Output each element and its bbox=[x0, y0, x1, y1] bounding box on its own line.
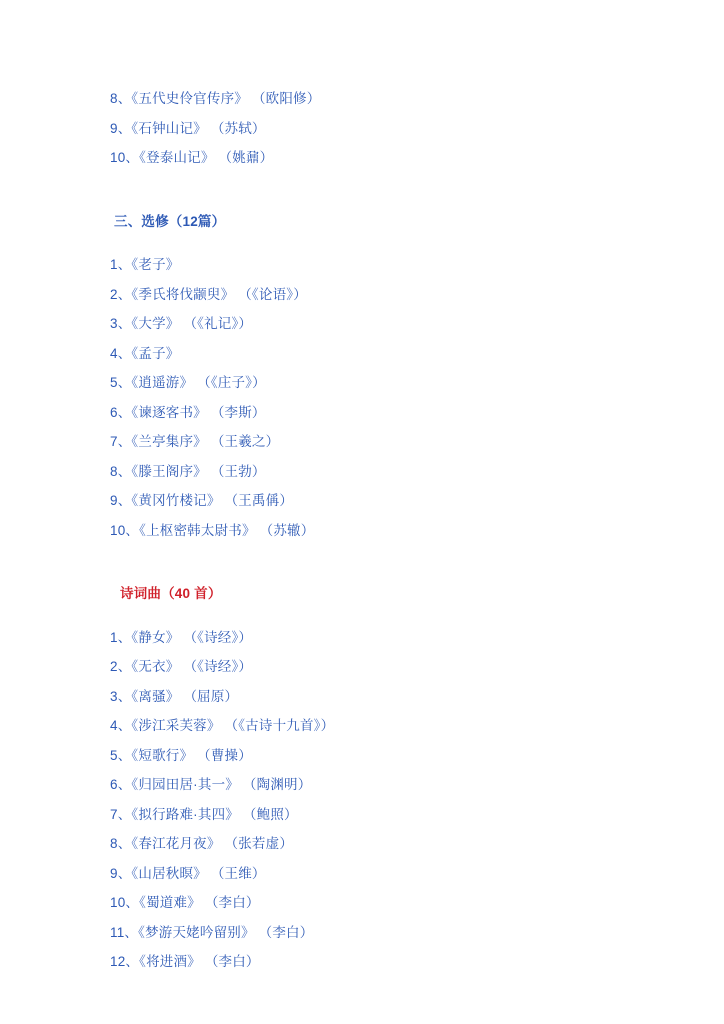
list-item-author: （王羲之） bbox=[210, 434, 280, 449]
list-item-number: 7、 bbox=[110, 434, 132, 449]
list-item-number: 10、 bbox=[110, 150, 140, 165]
list-item bbox=[110, 947, 664, 977]
list-item bbox=[110, 457, 664, 487]
list-item bbox=[110, 486, 664, 516]
list-item bbox=[110, 829, 664, 859]
list-item-number: 9、 bbox=[110, 865, 132, 881]
list-item bbox=[110, 918, 664, 948]
list-item bbox=[110, 280, 664, 310]
list-item-title: 《蜀道难》 bbox=[139, 895, 201, 910]
list-item bbox=[110, 516, 664, 546]
list-item-title: 《兰亭集序》 bbox=[131, 434, 207, 449]
list-item bbox=[110, 84, 664, 114]
list-item bbox=[110, 800, 664, 830]
list-item bbox=[110, 143, 664, 173]
list-item-author: （苏辙） bbox=[259, 522, 315, 538]
list-item-number: 9、 bbox=[110, 493, 132, 508]
list-item-title: 《五代史伶官传序》 bbox=[131, 91, 248, 106]
list-item-number: 3、 bbox=[110, 688, 132, 704]
section-heading-three: 三、选修（12篇） bbox=[114, 213, 226, 229]
list-item-number: 4、 bbox=[110, 345, 132, 361]
list-item-author: （鲍照） bbox=[242, 806, 298, 822]
list-item-author: （《礼记》） bbox=[183, 316, 253, 331]
list-item bbox=[110, 652, 664, 682]
list-item-number: 6、 bbox=[110, 777, 132, 792]
list-item-title: 《归园田居·其一》 bbox=[131, 777, 239, 792]
list-item bbox=[110, 339, 664, 369]
spacer bbox=[110, 609, 664, 623]
list-item bbox=[110, 770, 664, 800]
list-item-number: 10、 bbox=[110, 522, 140, 538]
list-item-author: （曹操） bbox=[197, 747, 252, 763]
list-item-author: （陶渊明） bbox=[242, 777, 312, 792]
list-item-title: 《孟子》 bbox=[131, 345, 180, 361]
list-item-author: （《诗经》） bbox=[183, 629, 253, 645]
list-item-author: （《诗经》） bbox=[183, 659, 253, 674]
list-item-number: 2、 bbox=[110, 286, 132, 302]
spacer bbox=[110, 545, 664, 579]
list-item bbox=[110, 888, 664, 918]
list-item-number: 9、 bbox=[110, 120, 132, 136]
list-item-number: 7、 bbox=[110, 806, 132, 822]
list-item-number: 8、 bbox=[110, 463, 132, 479]
list-item-author: （王勃） bbox=[210, 463, 266, 479]
list-item-number: 5、 bbox=[110, 747, 132, 763]
list-item bbox=[110, 368, 664, 398]
list-item-author: （苏轼） bbox=[210, 120, 266, 136]
list-item-author: （姚鼐） bbox=[218, 150, 274, 165]
list-item-number: 10、 bbox=[110, 895, 140, 910]
list-item-author: （欧阳修） bbox=[251, 91, 321, 106]
list-item-title: 《无衣》 bbox=[131, 659, 180, 674]
list-item-number: 3、 bbox=[110, 316, 132, 331]
list-item-number: 6、 bbox=[110, 404, 132, 420]
list-item-number: 8、 bbox=[110, 91, 132, 106]
list-item bbox=[110, 309, 664, 339]
spacer bbox=[110, 173, 664, 207]
list-item-author: （《古诗十九首》） bbox=[224, 718, 335, 733]
list-item-title: 《静女》 bbox=[131, 629, 180, 645]
list-item bbox=[110, 427, 664, 457]
list-item-number: 4、 bbox=[110, 718, 132, 733]
list-item bbox=[110, 711, 664, 741]
list-item-title: 《登泰山记》 bbox=[139, 150, 215, 165]
list-item bbox=[110, 114, 664, 144]
list-item bbox=[110, 741, 664, 771]
list-item-title: 《老子》 bbox=[131, 257, 180, 272]
list-item bbox=[110, 623, 664, 653]
section-heading-poems: 诗词曲（40 首） bbox=[120, 586, 222, 601]
list-item bbox=[110, 682, 664, 712]
list-item-author: （屈原） bbox=[183, 688, 239, 704]
list-item-title: 《涉江采芙蓉》 bbox=[131, 718, 221, 733]
list-item-title: 《离骚》 bbox=[131, 688, 180, 704]
list-item bbox=[110, 859, 664, 889]
list-item-author: （张若虚） bbox=[224, 836, 294, 851]
list-item-author: （王禹偁） bbox=[224, 493, 294, 508]
list-item-author: （《庄子》） bbox=[197, 375, 266, 390]
list-item-number: 2、 bbox=[110, 659, 132, 674]
list-item-title: 《大学》 bbox=[131, 316, 180, 331]
list-item-title: 《将进酒》 bbox=[139, 954, 201, 969]
list-item-author: （李斯） bbox=[210, 404, 266, 420]
list-item-title: 《石钟山记》 bbox=[131, 120, 207, 136]
list-item-number: 1、 bbox=[110, 257, 132, 272]
list-item-author: （李白） bbox=[204, 895, 260, 910]
list-item-number: 12、 bbox=[110, 954, 140, 969]
list-item-title: 《拟行路难·其四》 bbox=[131, 806, 239, 822]
list-item-author: （李白） bbox=[258, 924, 314, 940]
list-item bbox=[110, 398, 664, 428]
spacer bbox=[110, 236, 664, 250]
list-item-author: （王维） bbox=[210, 865, 266, 881]
list-item-author: （《论语》） bbox=[238, 286, 307, 302]
list-item-title: 《谏逐客书》 bbox=[131, 404, 207, 420]
list-item-title: 《逍遥游》 bbox=[131, 375, 194, 390]
list-item-title: 《短歌行》 bbox=[131, 747, 194, 763]
list-item-title: 《春江花月夜》 bbox=[131, 836, 221, 851]
list-item-number: 11、 bbox=[110, 924, 139, 940]
list-item-title: 《梦游天姥吟留别》 bbox=[138, 924, 255, 940]
list-item bbox=[110, 250, 664, 280]
list-item-title: 《滕王阁序》 bbox=[131, 463, 207, 479]
list-item-number: 1、 bbox=[110, 629, 132, 645]
list-item-title: 《黄冈竹楼记》 bbox=[131, 493, 221, 508]
list-item-number: 5、 bbox=[110, 375, 132, 390]
list-item-number: 8、 bbox=[110, 836, 132, 851]
list-item-title: 《季氏将伐颛臾》 bbox=[131, 286, 235, 302]
list-item-title: 《山居秋暝》 bbox=[131, 865, 207, 881]
list-item-title: 《上枢密韩太尉书》 bbox=[139, 522, 256, 538]
list-item-author: （李白） bbox=[204, 954, 260, 969]
